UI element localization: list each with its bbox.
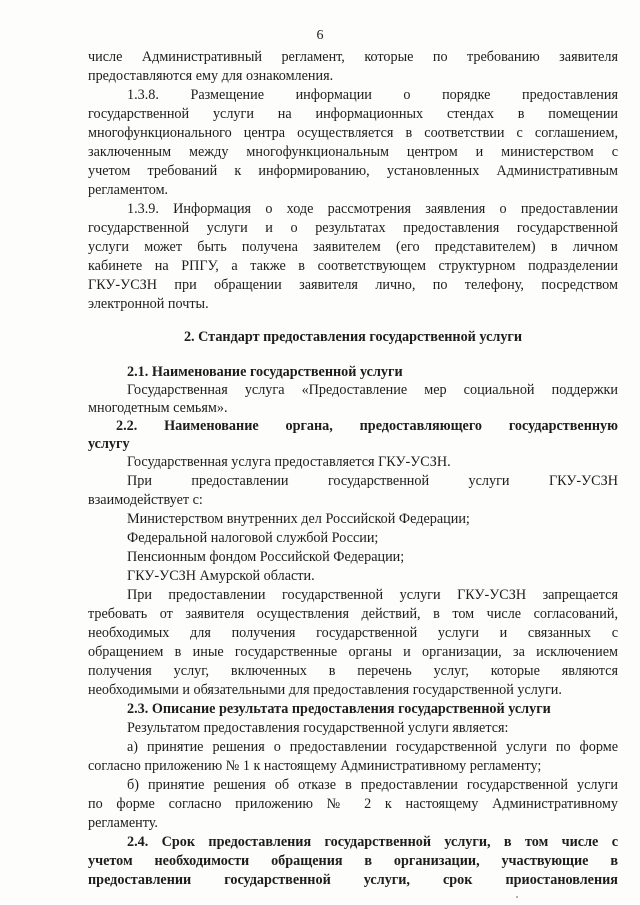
text-line: регламенту. (88, 815, 158, 831)
text-line: учетом требований к информированию, установленных Административным (88, 163, 618, 179)
text-line: по форме согласно приложению № 2 к настоящему Административному (88, 796, 618, 812)
text-line: ГКУ-УСЗН при обращении заявителя лично, по телефону, посредством (88, 277, 618, 293)
subsection-heading: предоставлении государственной услуги, срок приостановления (88, 872, 618, 888)
subsection-heading: услугу (88, 436, 130, 452)
text-line: ГКУ-УСЗН Амурской области. (127, 568, 315, 584)
text-line: числе Административный регламент, которые по требованию заявителя (88, 49, 618, 65)
text-line: электронной почты. (88, 296, 209, 312)
text-line: регламентом. (88, 182, 169, 198)
text-line: взаимодействует с: (88, 492, 203, 508)
text-line: Министерством внутренних дел Российской Федерации; (127, 511, 470, 527)
text-line: 1.3.8. Размещение информации о порядке предоставления (127, 87, 618, 103)
text-line: многофункционального центра осуществляется в соответствии с соглашением, (88, 125, 618, 141)
text-line: б) принятие решения об отказе в предоставлении государственной услуги (127, 777, 618, 793)
text-line: а) принятие решения о предоставлении государственной услуги по форме (127, 739, 618, 755)
text-line: получения услуг, включенных в перечень услуг, которые являются (88, 663, 618, 679)
section-heading: 2. Стандарт предоставления государственной услуги (183, 329, 523, 345)
text-line: обращением в иные государственные органы и организации, за исключением (88, 644, 618, 660)
text-line: заключенным между многофункциональным центром и министерством с (88, 144, 618, 160)
text-line: 1.3.9. Информация о ходе рассмотрения заявления о предоставлении (127, 201, 618, 217)
text-line: необходимых для получения государственной услуги и связанных с (88, 625, 618, 641)
text-line: предоставляются ему для ознакомления. (88, 68, 334, 84)
subsection-heading: учетом необходимости обращения в организации, участвующие в (88, 853, 618, 869)
text-line: кабинете на РПГУ, а также в соответствующем структурном подразделении (88, 258, 618, 274)
subsection-heading: 2.3. Описание результата предоставления государственной услуги (127, 701, 551, 717)
text-line: услуги может быть получена заявителем (его представителем) в личном (88, 239, 618, 255)
text-line: При предоставлении государственной услуги ГКУ-УСЗН (127, 473, 618, 489)
text-line: государственной услуги на информационных стендах в помещении (88, 106, 618, 122)
text-line: многодетным семьям». (88, 400, 228, 416)
scan-speck (516, 896, 518, 898)
text-line: При предоставлении государственной услуги ГКУ-УСЗН запрещается (127, 587, 618, 603)
text-line: Государственная услуга «Предоставление мер социальной поддержки (127, 382, 618, 398)
text-line: необходимыми и обязательными для предоставления государственной услуги. (88, 682, 562, 698)
page-number: 6 (316, 28, 324, 43)
text-line: Государственная услуга предоставляется ГКУ-УСЗН. (127, 454, 451, 470)
subsection-heading: 2.4. Срок предоставления государственной услуги, в том числе с (127, 834, 618, 850)
text-line: Федеральной налоговой службой России; (127, 530, 379, 546)
text-line: требовать от заявителя осуществления действий, в том числе согласований, (88, 606, 618, 622)
text-line: государственной услуги и о результатах предоставления государственной (88, 220, 618, 236)
text-line: Пенсионным фондом Российской Федерации; (127, 549, 405, 565)
text-line: Результатом предоставления государственной услуги является: (127, 720, 509, 736)
subsection-heading: 2.1. Наименование государственной услуги (127, 364, 403, 380)
subsection-heading: 2.2. Наименование органа, предоставляющего государственную (116, 418, 618, 434)
text-line: согласно приложению № 1 к настоящему Административному регламенту; (88, 758, 542, 774)
